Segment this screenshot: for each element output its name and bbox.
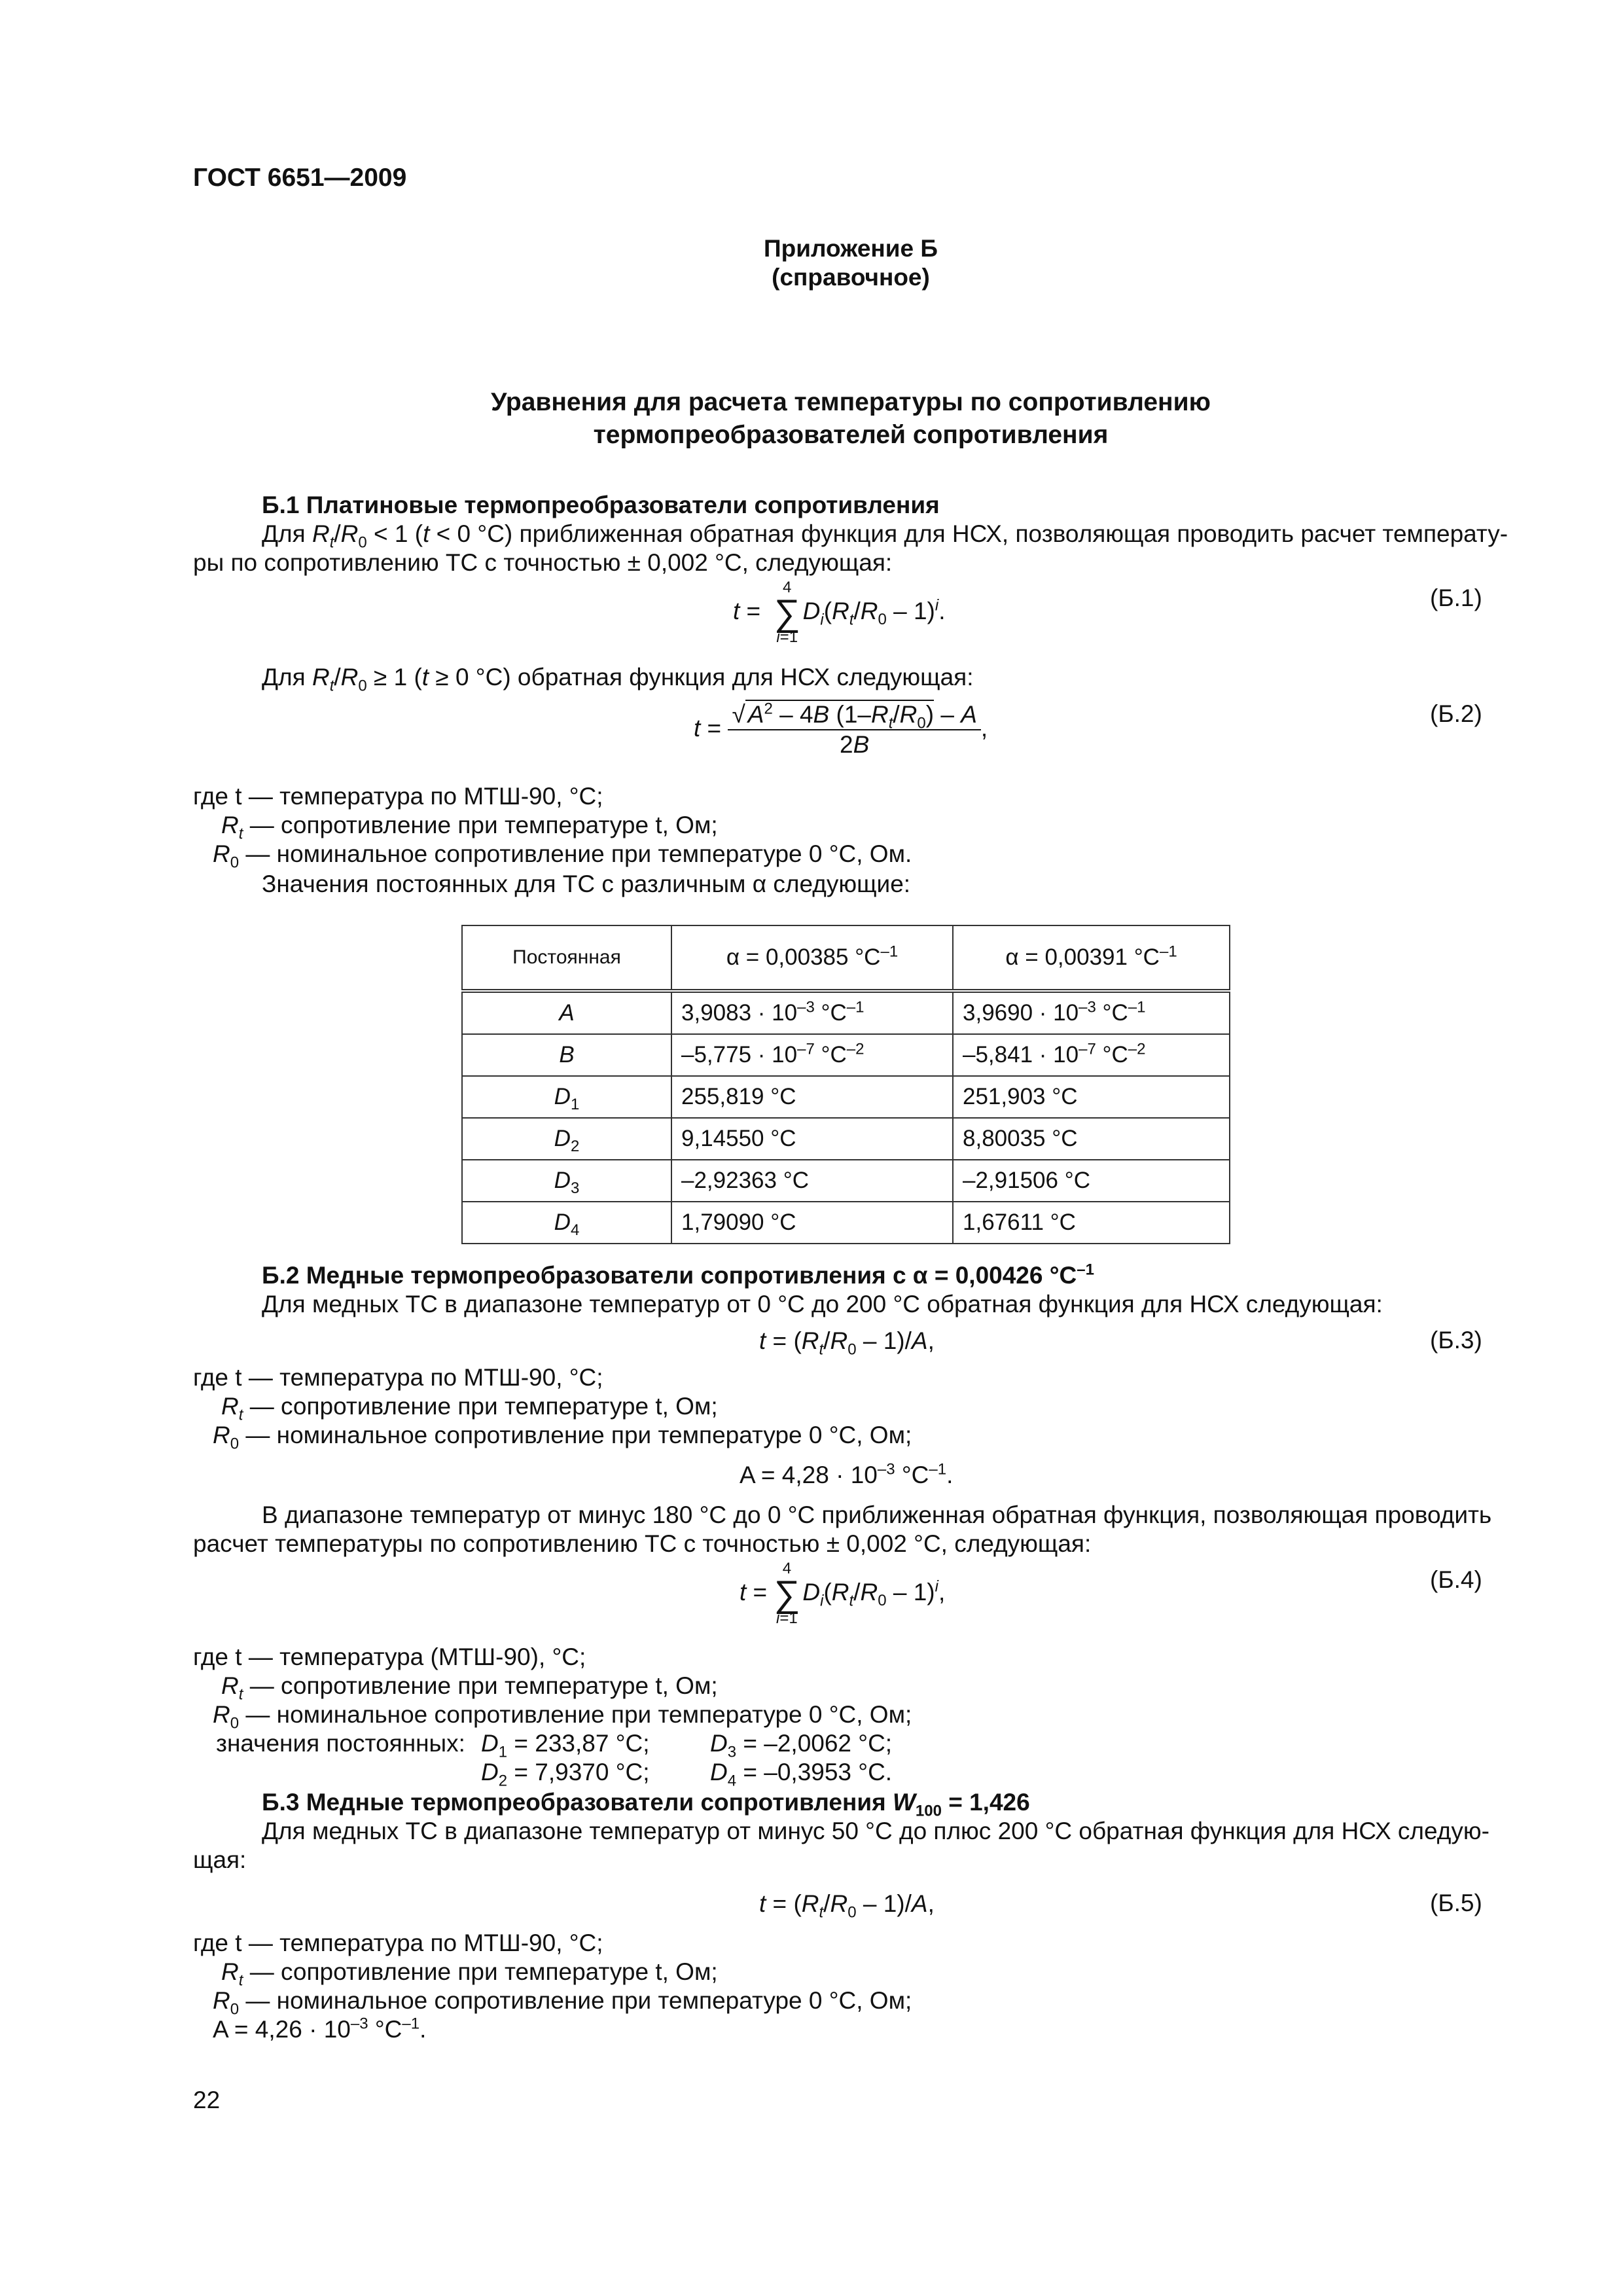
table-cell: B bbox=[462, 1034, 671, 1076]
table-row bbox=[462, 1202, 1230, 1244]
equation-number-b4: (Б.4) bbox=[1430, 1566, 1482, 1593]
section-b2-heading: Б.2 Медные термопреобразователи сопротивления с α = 0,00426 $^\circ C^{-1}$ bbox=[262, 1261, 1094, 1289]
equation-b4: t = 4 ∑ i=1 $D_i(R_t/R_0 - 1)^i$, bbox=[740, 1560, 946, 1627]
where-rt-1: $R_t$ — сопротивление при температуре t, Ом; bbox=[221, 812, 718, 843]
constants-label: значения постоянных: bbox=[216, 1730, 465, 1757]
table-row bbox=[462, 1160, 1230, 1202]
section-b1-paragraph2: Для $R_t/R_0 \ge 1$ (t ≥ 0 °С) обратная функция для НСХ следующая: bbox=[262, 664, 974, 695]
page-number: 22 bbox=[193, 2087, 221, 2113]
section-b3-paragraph1-line2: щая: bbox=[193, 1846, 247, 1873]
constant-d4: $D_4 = -0,3953$ °С. bbox=[710, 1759, 893, 1790]
equation-number-b2: (Б.2) bbox=[1430, 700, 1482, 727]
section-b1-paragraph3: Значения постоянных для ТС с различным α следующие: bbox=[262, 870, 911, 897]
equation-b5: $t = (R_t/R_0 - 1)/A$, bbox=[759, 1890, 935, 1922]
section-b2-paragraph2-line1: В диапазоне температур от минус 180 °С до 0 °С приближенная обратная функция, позволяющая проводить bbox=[262, 1501, 1492, 1528]
constant-a-copper: $A = 4,28 \cdot 10^{-3}$ $^\circ C^{-1}$. bbox=[740, 1460, 954, 1488]
where-t-1: где t — температура по МТШ-90, °С; bbox=[193, 783, 603, 810]
where-t-3: где t — температура (МТШ-90), °С; bbox=[193, 1643, 586, 1670]
table-cell: 251,903 °C bbox=[953, 1076, 1230, 1118]
where-rt-3: $R_t$ — сопротивление при температуре t, Ом; bbox=[221, 1672, 718, 1704]
where-t-4: где t — температура по МТШ-90, °С; bbox=[193, 1929, 603, 1956]
table-cell: –2,92363 °C bbox=[671, 1160, 953, 1202]
where-r0-3: $R_0$ — номинальное сопротивление при температуре 0 °С, Ом; bbox=[213, 1701, 912, 1732]
equation-number-b5: (Б.5) bbox=[1430, 1890, 1482, 1916]
constant-d1: $D_1 = 233,87$ °С; bbox=[481, 1730, 650, 1761]
table-cell: $3,9083 \cdot 10^{-3}$ $^\circ C^{-1}$ bbox=[671, 991, 953, 1034]
section-b2-paragraph2-line2: расчет температуры по сопротивлению ТС с точностью ± 0,002 °С, следующая: bbox=[193, 1530, 1092, 1557]
constant-d2: $D_2 = 7,9370$ °С; bbox=[481, 1759, 650, 1790]
equation-b3: $t = (R_t/R_0 - 1)/A$, bbox=[759, 1327, 935, 1359]
where-r0-1: $R_0$ — номинальное сопротивление при температуре 0 °С, Ом. bbox=[213, 840, 912, 872]
where-t-2: где t — температура по МТШ-90, °С; bbox=[193, 1364, 603, 1391]
table-cell: 8,80035 °C bbox=[953, 1118, 1230, 1160]
section-b2-paragraph1: Для медных ТС в диапазоне температур от 0 °С до 200 °С обратная функция для НСХ следующая: bbox=[262, 1291, 1383, 1318]
sum-symbol: 4 ∑ i=1 bbox=[774, 1560, 800, 1627]
table-header-cell: Постоянная bbox=[462, 925, 671, 991]
section-b3-heading: Б.3 Медные термопреобразователи сопротивления $W_{100} = 1,426$ bbox=[262, 1789, 1030, 1820]
document-code: ГОСТ 6651—2009 bbox=[193, 164, 407, 192]
table-cell: 255,819 °C bbox=[671, 1076, 953, 1118]
main-title-line2: термопреобразователей сопротивления bbox=[593, 421, 1109, 449]
table-row bbox=[462, 1118, 1230, 1160]
sum-symbol: 4 ∑ i=1 bbox=[774, 579, 800, 646]
appendix-title: Приложение Б bbox=[764, 235, 938, 262]
table-cell: 9,14550 °C bbox=[671, 1118, 953, 1160]
table-cell: $3,9690 \cdot 10^{-3}$ $^\circ C^{-1}$ bbox=[953, 991, 1230, 1034]
table-cell: 1,79090 °C bbox=[671, 1202, 953, 1244]
table-row bbox=[462, 991, 1230, 1034]
where-r0-2: $R_0$ — номинальное сопротивление при температуре 0 °С, Ом; bbox=[213, 1422, 912, 1453]
where-rt-2: $R_t$ — сопротивление при температуре t, Ом; bbox=[221, 1393, 718, 1424]
appendix-subtitle: (справочное) bbox=[772, 264, 930, 291]
equation-number-b1: (Б.1) bbox=[1430, 584, 1482, 611]
section-b1-paragraph1-line2: ры по сопротивлению ТС с точностью ± 0,002 °С, следующая: bbox=[193, 549, 893, 576]
table-cell: –2,91506 °C bbox=[953, 1160, 1230, 1202]
table-cell: 1,67611 °C bbox=[953, 1202, 1230, 1244]
table-header-row bbox=[462, 925, 1230, 991]
table-row bbox=[462, 1076, 1230, 1118]
constant-d3: $D_3 = -2,0062$ °С; bbox=[710, 1730, 893, 1761]
equation-b1: t = 4 ∑ i=1 $D_i(R_t/R_0 - 1)^i$. bbox=[733, 579, 946, 646]
where-r0-4: $R_0$ — номинальное сопротивление при температуре 0 °С, Ом; bbox=[213, 1987, 912, 2018]
constant-a-w100: $A = 4,26 \cdot 10^{-3}$ $^\circ C^{-1}$. bbox=[213, 2015, 427, 2043]
table-cell: $-5,841 \cdot 10^{-7}$ $^\circ C^{-2}$ bbox=[953, 1034, 1230, 1076]
table-cell: $-5,775 \cdot 10^{-7}$ $^\circ C^{-2}$ bbox=[671, 1034, 953, 1076]
section-b1-heading: Б.1 Платиновые термопреобразователи сопротивления bbox=[262, 492, 940, 518]
main-title-line1: Уравнения для расчета температуры по сопротивлению bbox=[491, 388, 1211, 416]
table-cell: A bbox=[462, 991, 671, 1034]
table-header-cell: α = 0,00385 $^\circ C^{-1}$ bbox=[671, 925, 953, 991]
section-b3-paragraph1-line1: Для медных ТС в диапазоне температур от минус 50 °С до плюс 200 °С обратная функция для НСХ следую- bbox=[262, 1818, 1489, 1844]
table-cell: $D_2$ bbox=[462, 1118, 671, 1160]
table-row bbox=[462, 1034, 1230, 1076]
section-b1-paragraph1-line1: Для $R_t/R_0 < 1$ (t < 0 °С) приближенная обратная функция для НСХ, позволяющая проводить расчет температу- bbox=[262, 520, 1508, 552]
equation-number-b3: (Б.3) bbox=[1430, 1327, 1482, 1354]
equation-b2: t = $\frac{√ A^2 - 4B (1-R_t/R_0) - A}{2B}$ , bbox=[694, 700, 988, 758]
constants-table bbox=[461, 925, 1230, 1244]
table-cell: $D_3$ bbox=[462, 1160, 671, 1202]
table-cell: $D_1$ bbox=[462, 1076, 671, 1118]
table-header-cell: α = 0,00391 $^\circ C^{-1}$ bbox=[953, 925, 1230, 991]
where-rt-4: $R_t$ — сопротивление при температуре t, Ом; bbox=[221, 1958, 718, 1990]
table-cell: $D_4$ bbox=[462, 1202, 671, 1244]
